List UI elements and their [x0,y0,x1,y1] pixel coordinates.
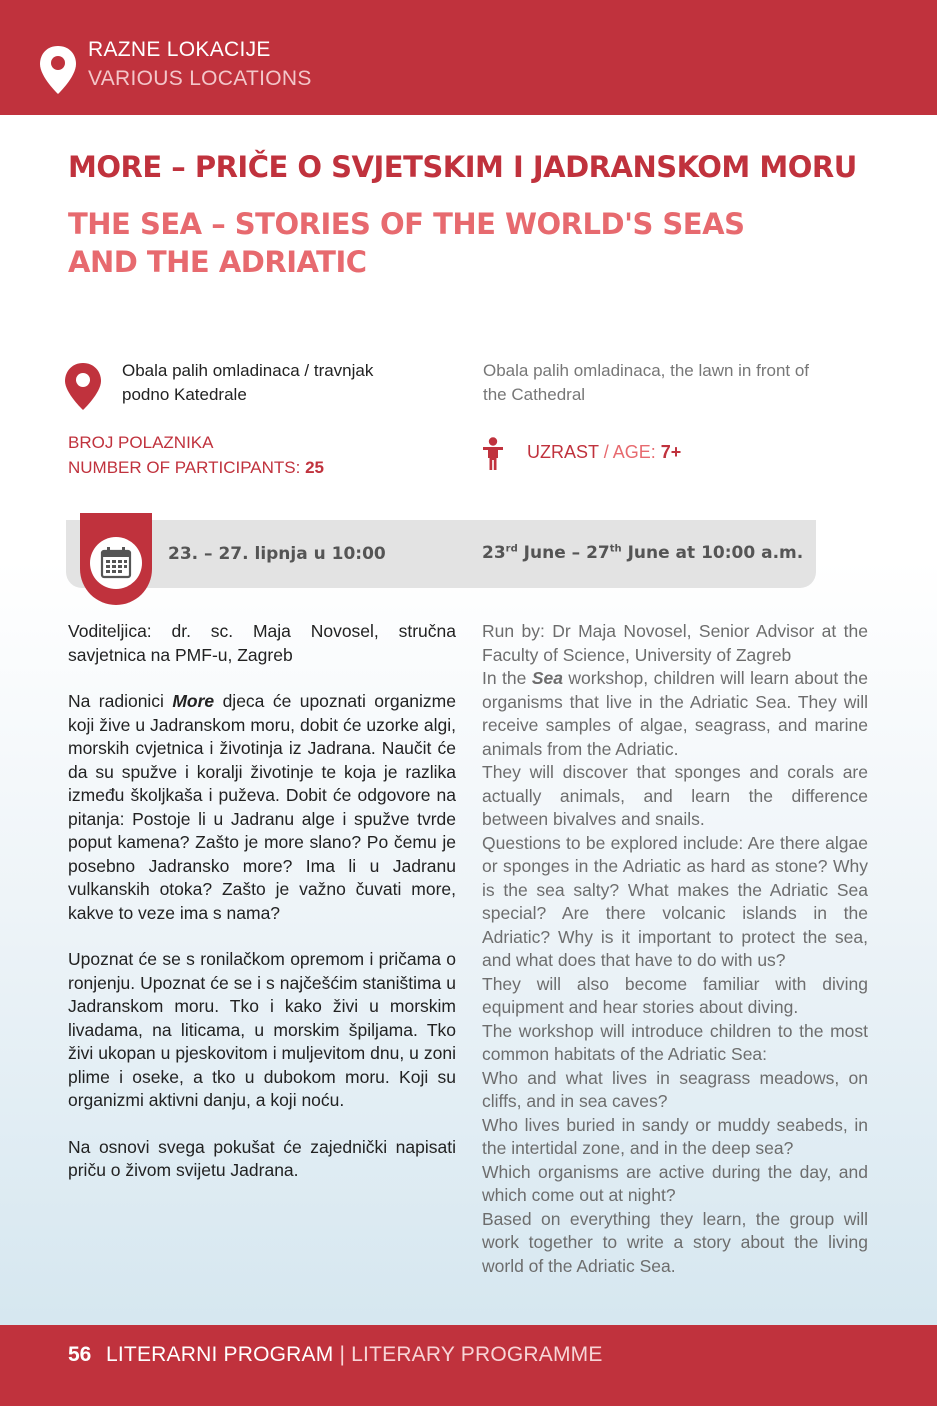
body-en-p8: Who lives buried in sandy or muddy seabeds, in the intertidal zone, and in the deep sea? [482,1114,868,1158]
page-title-en-line2: AND THE ADRIATIC [68,245,367,279]
date-hr: 23. – 27. lipnja u 10:00 [168,544,386,564]
body-hr-p2 [68,690,456,925]
category-en: VARIOUS LOCATIONS [88,67,312,90]
body-column-hr [68,620,456,1206]
body-hr-p2-pre: Na radionici [68,691,173,711]
page-number: 56 [68,1343,92,1366]
footer-separator: | [333,1343,352,1366]
footer-bar [0,1325,937,1406]
page-title-hr: MORE – PRIČE O SVJETSKIM I JADRANSKOM MORU [68,150,857,184]
header-bar [0,0,937,115]
age-separator: / [598,442,613,462]
location-hr-line2: podno Katedrale [122,385,247,404]
footer-section-en: LITERARY PROGRAMME [351,1343,603,1366]
footer-section [106,1343,603,1367]
location-pin-icon [64,362,102,412]
body-en-p1: Run by: Dr Maja Novosel, Senior Advisor at the Faculty of Science, University of Zagreb [482,621,868,665]
date-en-mid: June – 27 [517,543,610,563]
body-en-p7: Who and what lives in seagrass meadows, on cliffs, and in sea caves? [482,1067,868,1111]
body-en-p2-pre: In the [482,668,532,688]
location-en-line1: Obala palih omladinaca, the lawn in front of [483,361,810,380]
date-ribbon [80,513,152,605]
body-en-p9: Which organisms are active during the day, and which come out at night? [482,1161,868,1205]
body-en-p6: The workshop will introduce children to the most common habitats of the Adriatic Sea: [482,1020,868,1064]
age-label-en: AGE: [612,442,656,462]
body-en-p2-em: Sea [531,668,563,688]
body-en-p2 [482,667,868,761]
body-en-p10: Based on everything they learn, the group will work together to write a story about the living world of the Adriatic Sea. [482,1208,868,1276]
location-hr-line1: Obala palih omladinaca / travnjak [122,361,374,380]
body-hr-p2-post: djeca će upoznati organizme koji žive u Jadranskom moru, dobit će uzorke algi, morskih cvjetnica i životinja iz Jadrana. Naučit će da su spužve i koralji životinje te koja je razlika između školjkaša i puževa. Dobit će odgovore na pitanja: Postoje li u Jadranu alge i spužve tvrde poput kamena? Zašto je more slano? Po čemu je posebno Jadransko more? Ima li u Jadranu vulkanskih otoka? Zašto je važno čuvati more, kakve to veze ima s nama? [68,691,456,923]
body-en-p5: They will also become familiar with diving equipment and hear stories about diving. [482,973,868,1017]
location-en [483,359,883,407]
age-value: 7+ [660,442,682,462]
age-label-hr: UZRAST [527,442,599,462]
location-pin-icon [38,44,78,96]
age-line [527,442,681,463]
date-en-day1: 23 [482,543,506,563]
body-hr-p1: Voditeljica: dr. sc. Maja Novosel, stručna savjetnica na PMF-u, Zagreb [68,621,456,665]
date-en-end: June at 10:00 a.m. [621,543,804,563]
calendar-badge [90,537,142,589]
participants-label-en: NUMBER OF PARTICIPANTS: [68,458,301,477]
category-hr: RAZNE LOKACIJE [88,38,271,61]
body-column-en [482,620,868,1278]
body-hr-p4: Na osnovi svega pokušat će zajednički napisati priču o živom svijetu Jadrana. [68,1136,456,1180]
body-hr-p3: Upoznat će se s ronilačkom opremom i pričama o ronjenju. Upoznat će se i s najčešćim staništima u Jadranskom moru. Tko i kako živi u morskim livadama, na liticama, u morskim špiljama. Tko živi ukopan u pjeskovitom i muljevitom dnu, u zoni plime i oseke, a tko u dubokom moru. Koji su organizmi aktivni danju, a koji noću. [68,949,456,1110]
footer-section-hr: LITERARNI PROGRAM [106,1343,334,1366]
participants-value: 25 [305,458,325,477]
date-en-sup1: rd [505,543,518,555]
location-en-line2: the Cathedral [483,385,586,404]
calendar-icon [90,537,142,589]
body-hr-p2-em: More [172,691,215,711]
date-en [482,543,803,563]
location-hr [122,359,442,407]
body-en-p3: They will discover that sponges and corals are actually animals, and learn the difference between bivalves and snails. [482,762,868,829]
page-title-en [68,205,768,281]
body-en-p2-post: workshop, children will learn about the organisms that live in the Adriatic Sea. They will receive samples of algae, seagrass, and marine animals from the Adriatic. [482,668,868,759]
participants-label-hr: BROJ POLAZNIKA [68,433,214,452]
participants-line [68,458,324,478]
child-icon [481,437,505,470]
date-en-sup2: th [609,543,622,555]
body-en-p4: Questions to be explored include: Are there algae or sponges in the Adriatic as hard as stone? Why is the sea salty? What makes the Adriatic Sea special? Are there volcanic islands in the Adriatic? Why is it important to protect the sea, and what does that have to do with us? [482,832,868,970]
page-title-en-line1: THE SEA – STORIES OF THE WORLD'S SEAS [68,207,745,241]
